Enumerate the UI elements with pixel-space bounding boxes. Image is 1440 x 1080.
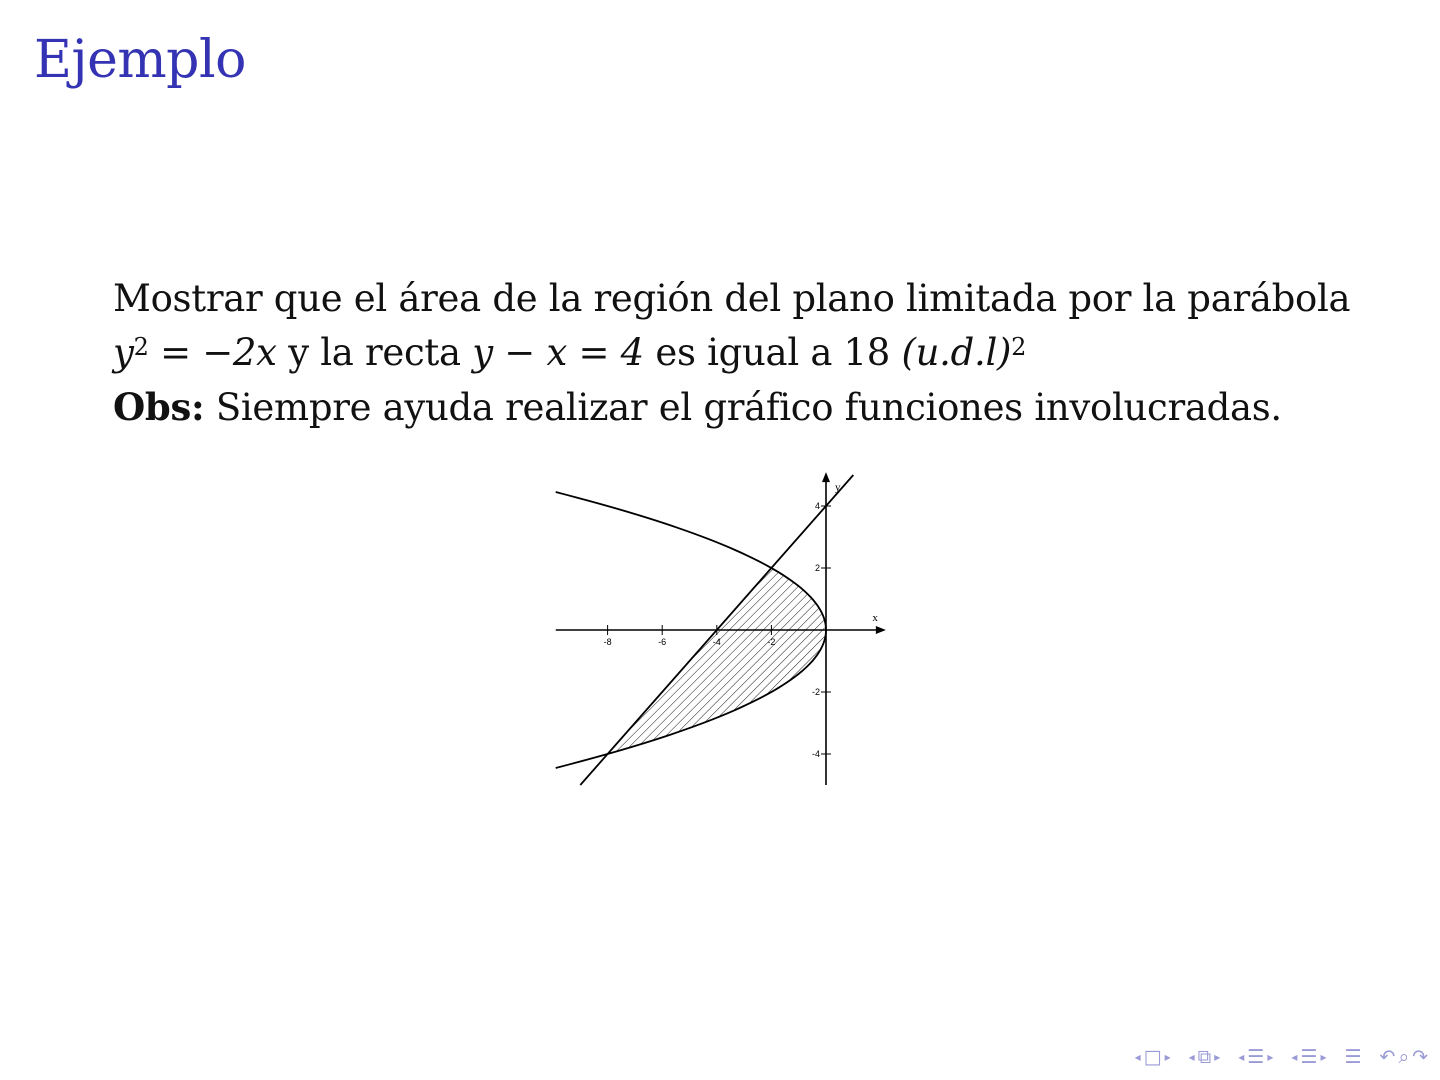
redo-icon[interactable]: ↷ [1412, 1046, 1428, 1068]
beamer-navigation [1123, 1042, 1428, 1072]
x-tick-label: -2 [767, 637, 776, 647]
y-axis-arrow-icon [822, 472, 830, 482]
search-nav-group [1380, 1047, 1428, 1067]
line-equation: y − x = 4 [472, 331, 644, 374]
result-intro-text: es igual a [643, 331, 844, 374]
y-axis-label: y [835, 481, 841, 494]
presentation-nav-group [1291, 1047, 1326, 1067]
y-tick-label: -2 [811, 687, 820, 697]
area-exponent: 2 [1011, 333, 1027, 361]
subsection-nav-group [1189, 1047, 1221, 1067]
nav-left-arrow-icon[interactable]: ◂ [1291, 1050, 1298, 1064]
nav-right-arrow-icon[interactable]: ▸ [1320, 1050, 1327, 1064]
nav-left-arrow-icon[interactable]: ◂ [1238, 1050, 1245, 1064]
area-value: 18 [843, 331, 891, 374]
nav-left-arrow-icon[interactable]: ◂ [1134, 1050, 1141, 1064]
statement-line-3 [113, 380, 1373, 435]
obs-text: Siempre ayuda realizar el gráfico funciones involucradas. [204, 386, 1282, 429]
nav-left-arrow-icon[interactable]: ◂ [1188, 1050, 1195, 1064]
line-intro-text: y la recta [276, 331, 473, 374]
presentation-icon[interactable]: ☰ [1300, 1046, 1318, 1068]
y-tick-label: 4 [814, 501, 820, 511]
outline-nav-group [1344, 1047, 1361, 1067]
parabola-equation-rhs: = −2x [160, 331, 277, 374]
subsection-icon[interactable]: ⧉ [1197, 1046, 1212, 1068]
frame-title: Ejemplo [34, 30, 246, 90]
obs-label: Obs: [113, 385, 205, 429]
x-tick-label: -4 [712, 637, 721, 647]
search-icon[interactable]: ⌕ [1398, 1046, 1410, 1068]
nav-right-arrow-icon[interactable]: ▸ [1214, 1050, 1221, 1064]
problem-statement [113, 272, 1373, 435]
undo-icon[interactable]: ↶ [1379, 1046, 1396, 1068]
statement-line-1: Mostrar que el área de la región del plano limitada por la parábola [113, 277, 1351, 320]
frame-nav-group [1135, 1047, 1171, 1067]
parabola-exponent: 2 [133, 333, 149, 361]
parabola-equation-lhs: y [113, 331, 134, 374]
statement-line-2 [113, 326, 1373, 380]
x-axis-label: x [872, 612, 878, 624]
nav-right-arrow-icon[interactable]: ▸ [1164, 1050, 1171, 1064]
x-axis-arrow-icon [876, 626, 886, 634]
nav-right-arrow-icon[interactable]: ▸ [1267, 1050, 1274, 1064]
x-tick-label: -6 [658, 637, 667, 647]
y-tick-label: -4 [811, 749, 820, 759]
y-tick-label: 2 [814, 563, 820, 573]
region-graph [545, 466, 890, 791]
frame-icon[interactable]: □ [1143, 1046, 1162, 1068]
section-nav-group [1238, 1047, 1273, 1067]
area-unit: (u.d.l) [901, 331, 1012, 374]
outline-icon[interactable]: ☰ [1344, 1046, 1362, 1068]
section-icon[interactable]: ☰ [1247, 1046, 1265, 1068]
x-tick-label: -8 [603, 637, 612, 647]
shaded-region [608, 568, 826, 754]
